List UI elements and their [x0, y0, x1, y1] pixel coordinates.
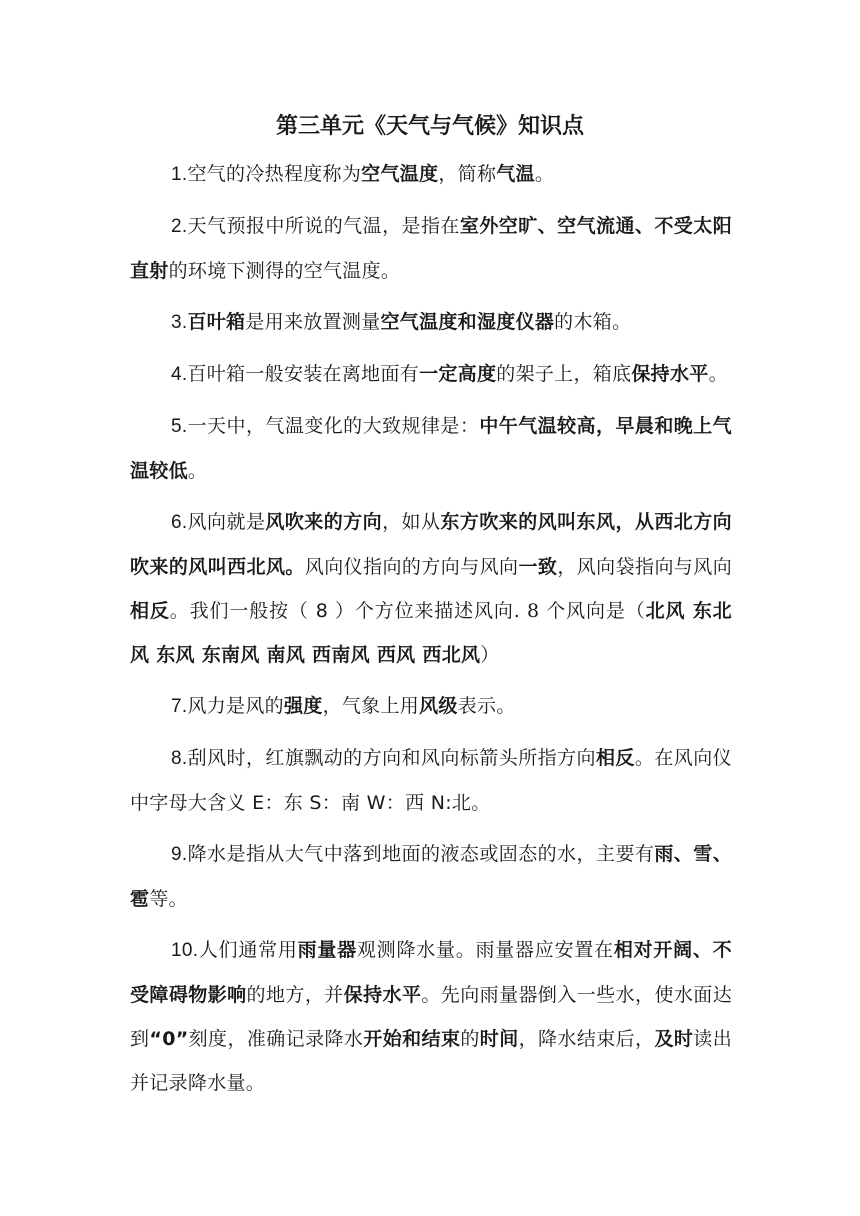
knowledge-point-1	[130, 152, 732, 197]
body-text: ）个方位来描述风向. 8 个风向是（	[334, 600, 646, 622]
body-text: 的环境下测得的空气温度。	[168, 260, 401, 282]
body-text: ，气象上用	[322, 695, 420, 717]
body-text: 百叶箱一般安装在离地面有	[187, 363, 420, 385]
key-term: 气温	[496, 163, 535, 185]
key-term: 东方吹来的风叫东风，从西北方向吹来的风叫西北风。	[130, 511, 732, 578]
knowledge-point-7	[130, 684, 732, 729]
knowledge-point-2	[130, 204, 732, 293]
body-text: 风向仪指向的方向与风向	[304, 556, 519, 578]
item-number: 8.	[171, 748, 188, 769]
item-number: 9.	[171, 844, 188, 865]
key-term: 保持水平	[343, 984, 422, 1006]
body-text: 。	[708, 363, 728, 385]
knowledge-point-9	[130, 832, 732, 921]
knowledge-point-10	[130, 928, 732, 1105]
body-text: 。	[471, 792, 491, 814]
body-text: 刮风时，红旗飘动的方向和风向标箭头所指方向	[187, 747, 596, 769]
key-term: 相反	[130, 600, 170, 622]
key-term: 强度	[283, 695, 323, 717]
body-text: 人们通常用	[198, 939, 298, 961]
key-term: 北风 东北风 东风 东南风 南风 西南风 西风 西北风	[130, 600, 732, 666]
body-text: ，简称	[438, 163, 497, 185]
item-number: 10.	[171, 940, 199, 961]
key-term: 百叶箱	[187, 311, 246, 333]
page-title: 第三单元《天气与气候》知识点	[275, 114, 584, 139]
body-text: 刻度，准确记录降水	[188, 1028, 364, 1050]
body-text: 的地方，并	[246, 984, 344, 1006]
key-term: 风吹来的方向	[265, 511, 383, 533]
item-number: 5.	[171, 416, 188, 437]
body-text: 。我们一般按（	[169, 600, 316, 622]
body-text: 是用来放置测量	[245, 311, 381, 333]
body-text: 表示。	[457, 695, 516, 717]
key-term: “0”	[149, 1028, 189, 1050]
body-text: 的木箱。	[554, 311, 632, 333]
body-text: 风力是风的	[187, 695, 284, 717]
body-text: 8	[315, 600, 335, 622]
knowledge-point-8	[130, 736, 732, 825]
body-text: 降水是指从大气中落到地面的液态或固态的水，主要有	[187, 843, 655, 865]
key-term: 开始和结束	[363, 1028, 461, 1050]
body-text: E：东 S：南 W：西 N:北	[252, 792, 472, 814]
item-number: 6.	[171, 512, 188, 533]
key-term: 风级	[419, 695, 458, 717]
body-text: 一天中，气温变化的大致规律是：	[187, 415, 480, 437]
item-number: 3.	[171, 312, 188, 333]
item-number: 7.	[171, 696, 188, 717]
knowledge-point-3	[130, 300, 732, 345]
key-term: 雨量器	[297, 939, 357, 961]
key-term: 相对开阔、不受障碍物影响	[130, 939, 732, 1006]
knowledge-point-5	[130, 404, 732, 493]
body-text: ，风向袋指向与风向	[557, 556, 733, 578]
body-text: 。先向雨量器倒入一些水，使水面达到	[130, 984, 733, 1050]
item-number: 1.	[171, 164, 188, 185]
key-term: 空气温度	[361, 163, 439, 185]
key-term: 时间	[479, 1028, 519, 1050]
body-text: ，降水结束后，	[518, 1028, 655, 1050]
body-text: 。在风向仪中字母大含义	[130, 747, 732, 814]
knowledge-point-list	[130, 152, 732, 1112]
body-text: ，如从	[382, 511, 441, 533]
knowledge-point-4	[130, 352, 732, 397]
body-text: 读出并记录降水量。	[130, 1028, 733, 1094]
body-text: 的	[460, 1028, 480, 1050]
key-term: 保持水平	[631, 363, 709, 385]
item-number: 4.	[171, 364, 188, 385]
key-term: 室外空旷、空气流通、不受太阳直射	[130, 215, 732, 282]
knowledge-point-6	[130, 500, 732, 677]
body-text: 。	[187, 460, 208, 482]
key-term: 中午气温较高，早晨和晚上气温较低	[130, 415, 732, 482]
key-term: 一定高度	[419, 363, 497, 385]
body-text: 等。	[149, 888, 188, 910]
body-text: 风向就是	[187, 511, 266, 533]
key-term: 相反	[595, 747, 635, 769]
key-term: 雨、雪、雹	[130, 843, 733, 910]
body-text: 空气的冷热程度称为	[187, 163, 362, 185]
key-term: 及时	[654, 1028, 694, 1050]
body-text: ）	[480, 644, 500, 666]
body-text: 。	[534, 163, 555, 185]
item-number: 2.	[171, 216, 188, 237]
body-text: 天气预报中所说的气温，是指在	[187, 215, 460, 237]
key-term: 空气温度和湿度仪器	[380, 311, 555, 333]
body-text: 的架子上，箱底	[496, 363, 632, 385]
key-term: 一致	[518, 556, 558, 578]
body-text: 观测降水量。雨量器应安置在	[356, 939, 614, 961]
